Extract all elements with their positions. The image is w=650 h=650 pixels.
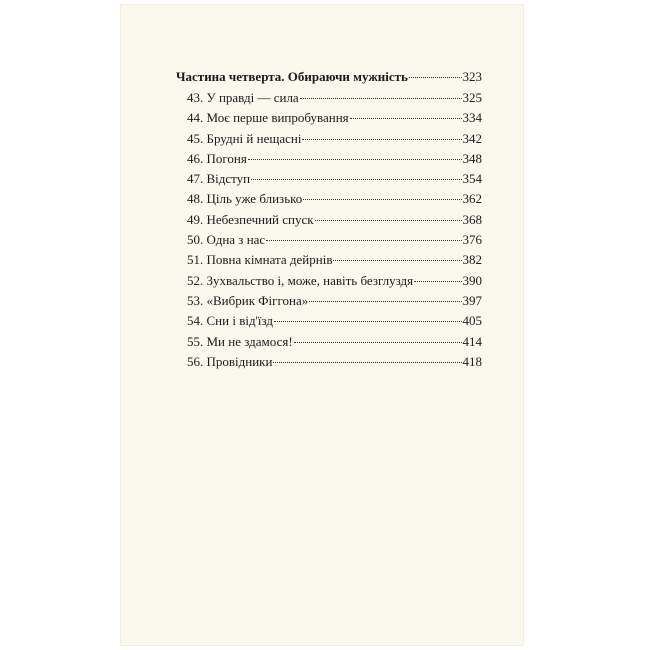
toc-chapter-page: 405: [462, 313, 482, 329]
toc-chapter-page: 390: [462, 272, 482, 288]
toc-chapter-title: 51. Повна кімната дейрнів: [187, 252, 333, 268]
dot-leader: [248, 159, 462, 160]
toc-chapter-page: 362: [462, 191, 482, 207]
toc-chapter-title: 50. Одна з нас: [187, 232, 266, 248]
dot-leader: [302, 139, 461, 140]
dot-leader: [266, 240, 461, 241]
toc-chapter-page: 382: [462, 252, 482, 268]
toc-chapter-page: 418: [462, 353, 482, 369]
dot-leader: [315, 220, 462, 221]
toc-chapter-page: 397: [462, 292, 482, 308]
toc-chapter-row: [176, 169, 482, 189]
toc-chapter-row: [176, 250, 482, 270]
toc-part-page: 323: [462, 69, 482, 84]
toc-chapter-title: 46. Погоня: [187, 150, 247, 166]
toc-chapter-row: [176, 311, 482, 331]
dot-leader: [414, 281, 461, 282]
dot-leader: [333, 260, 461, 261]
toc-chapter-list: [176, 88, 482, 372]
dot-leader: [273, 362, 461, 363]
toc-chapter-page: 376: [462, 232, 482, 248]
toc-chapter-title: 47. Відступ: [187, 171, 251, 187]
toc-chapter-title: 48. Ціль уже близько: [187, 191, 303, 207]
toc-chapter-page: 325: [462, 90, 482, 105]
toc-chapter-page: 334: [462, 110, 482, 126]
toc-chapter-title: 54. Сни і від'їзд: [187, 313, 274, 329]
toc-chapter-page: 348: [462, 150, 482, 166]
toc-chapter-page: 354: [462, 171, 482, 187]
dot-leader: [251, 179, 461, 180]
toc-part-heading: [176, 66, 482, 88]
toc-chapter-row: [176, 88, 482, 108]
toc-chapter-title: 55. Ми не здамося!: [187, 333, 293, 349]
toc-chapter-row: [176, 189, 482, 209]
dot-leader: [309, 301, 461, 302]
dot-leader: [294, 342, 462, 343]
toc-chapter-title: 53. «Вибрик Фіггона»: [187, 292, 309, 308]
toc-chapter-row: [176, 210, 482, 230]
toc-chapter-row: [176, 129, 482, 149]
toc-part-title: Частина четверта. Обираючи мужність: [176, 69, 408, 84]
toc-chapter-row: [176, 230, 482, 250]
toc-chapter-page: 368: [462, 211, 482, 227]
toc-chapter-title: 52. Зухвальство і, може, навіть безглуздя: [187, 272, 414, 288]
toc-chapter-title: 49. Небезпечний спуск: [187, 211, 314, 227]
dot-leader: [274, 321, 461, 322]
toc-chapter-row: [176, 271, 482, 291]
toc-chapter-title: 56. Провідники: [187, 353, 273, 369]
dot-leader: [350, 118, 462, 119]
dot-leader: [300, 98, 462, 99]
toc-chapter-row: [176, 332, 482, 352]
dot-leader: [303, 199, 461, 200]
toc-chapter-row: [176, 352, 482, 372]
toc-chapter-title: 43. У правді — сила: [187, 90, 299, 105]
toc-chapter-page: 414: [462, 333, 482, 349]
toc-chapter-row: [176, 149, 482, 169]
toc-chapter-row: [176, 291, 482, 311]
toc-chapter-row: [176, 108, 482, 128]
dot-leader: [409, 77, 462, 78]
toc-chapter-title: 45. Брудні й нещасні: [187, 130, 302, 146]
table-of-contents: [176, 66, 482, 372]
toc-chapter-title: 44. Моє перше випробування: [187, 110, 349, 126]
toc-chapter-page: 342: [462, 130, 482, 146]
